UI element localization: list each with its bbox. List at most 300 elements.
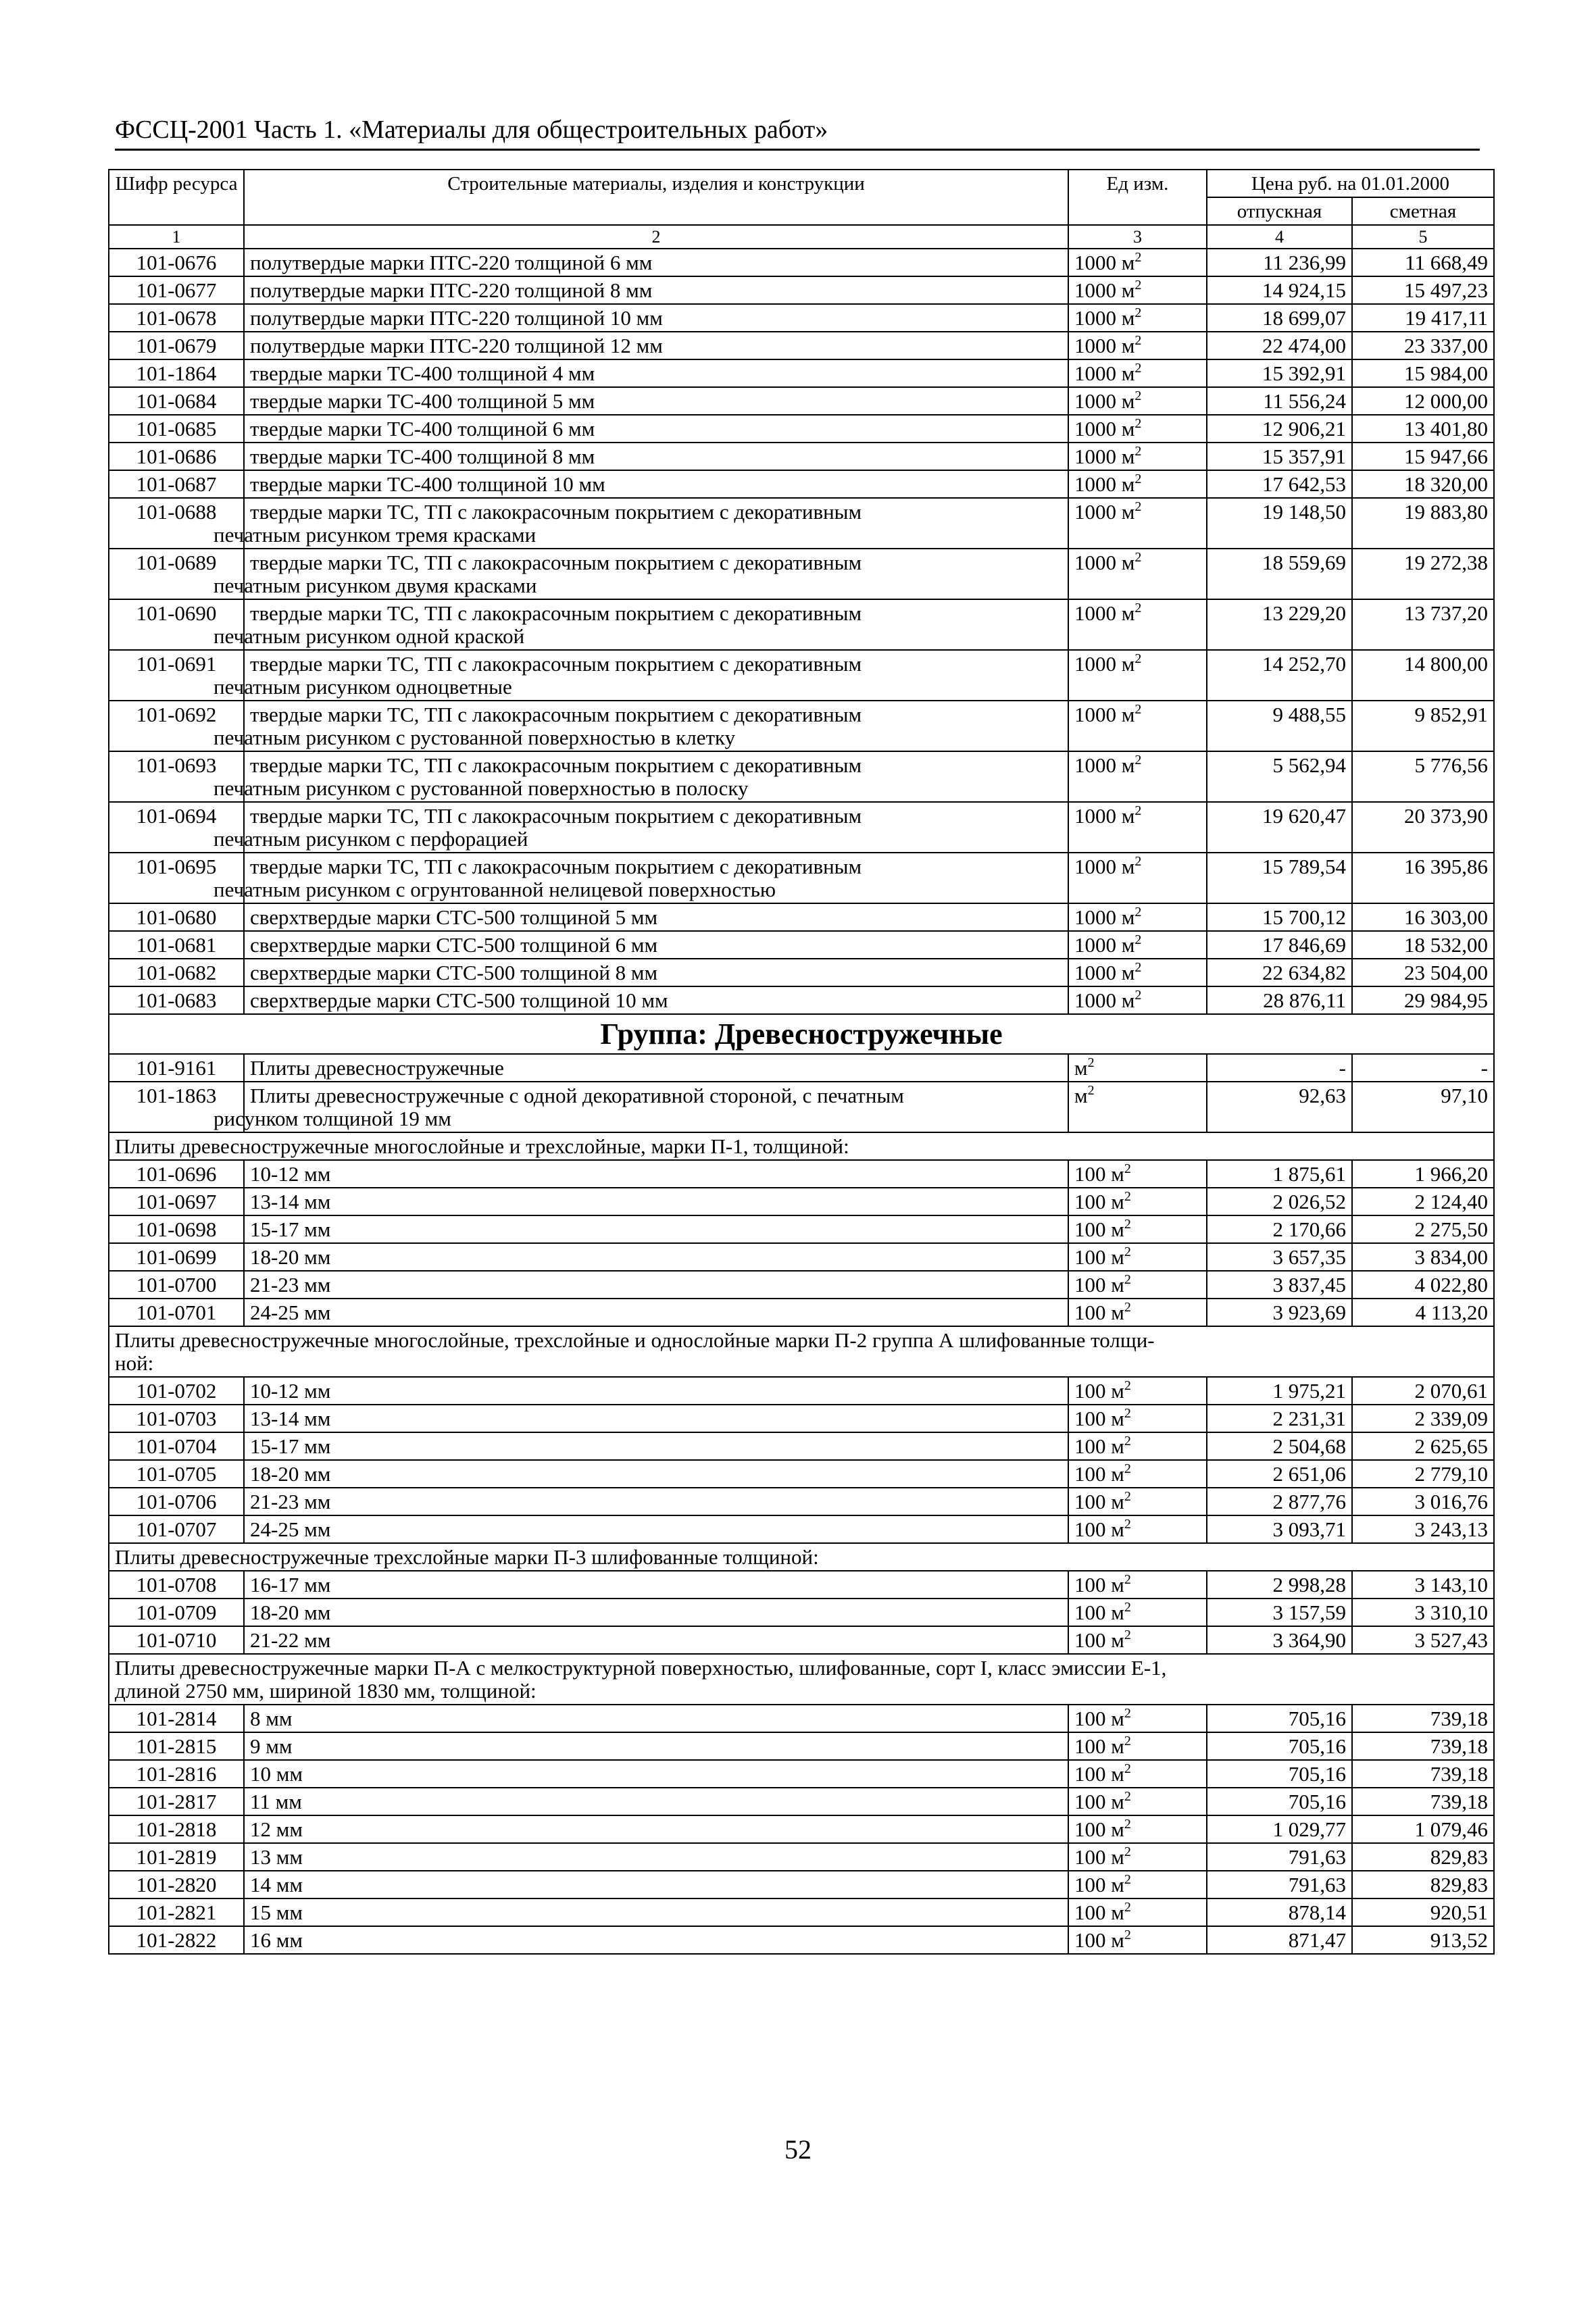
unit-superscript: 2	[1124, 1789, 1131, 1804]
release-price: 92,63	[1207, 1082, 1352, 1132]
unit-superscript: 2	[1134, 388, 1142, 403]
table-row	[109, 1871, 1494, 1898]
unit-superscript: 2	[1134, 250, 1142, 265]
resource-code: 101-2820	[109, 1871, 244, 1898]
header-price: Цена руб. на 01.01.2000	[1207, 170, 1494, 197]
item-name-line: твердые марки ТС, ТП с лакокрасочным покрытием с декоративным	[250, 855, 862, 878]
estimate-price: 29 984,95	[1352, 986, 1494, 1014]
unit: 100 м	[1074, 1734, 1124, 1758]
unit: м	[1074, 1084, 1088, 1107]
estimate-price: 15 497,23	[1352, 276, 1494, 304]
release-price: 1 875,61	[1207, 1160, 1352, 1188]
unit-superscript: 2	[1134, 651, 1142, 666]
item-name-line: твердые марки ТС-400 толщиной 10 мм	[250, 472, 605, 496]
resource-code: 101-0677	[109, 276, 244, 304]
unit: 1000 м	[1074, 445, 1135, 468]
table-row	[109, 1626, 1494, 1654]
resource-code: 101-0687	[109, 470, 244, 498]
item-name	[214, 751, 1068, 802]
estimate-price: 3 527,43	[1352, 1626, 1494, 1654]
group-title	[109, 1014, 1494, 1054]
unit-superscript: 2	[1124, 1161, 1131, 1176]
unit-cell	[1068, 1760, 1207, 1788]
unit: 100 м	[1074, 1790, 1124, 1813]
resource-code: 101-2822	[109, 1926, 244, 1954]
unit-cell	[1068, 1843, 1207, 1871]
item-name-line: Плиты древесностружечные	[250, 1056, 504, 1080]
unit: 100 м	[1074, 1573, 1124, 1596]
item-name-line: полутвердые марки ПТС-220 толщиной 6 мм	[250, 251, 653, 274]
unit: 100 м	[1074, 1845, 1124, 1869]
item-name-line: печатным рисунком с рустованной поверхностью в полоску	[214, 776, 749, 800]
section-title-text: ной:	[115, 1351, 154, 1375]
unit: 1000 м	[1074, 933, 1135, 957]
unit: 1000 м	[1074, 361, 1135, 385]
section-title-text: Плиты древесностружечные трехслойные марки П-3 шлифованные толщиной:	[115, 1545, 819, 1569]
release-price: 2 998,28	[1207, 1571, 1352, 1599]
unit-cell	[1068, 802, 1207, 853]
unit: 100 м	[1074, 1245, 1124, 1269]
resource-code: 101-2814	[109, 1705, 244, 1732]
estimate-price: 12 000,00	[1352, 387, 1494, 415]
item-name	[244, 959, 1068, 986]
estimate-price: 2 339,09	[1352, 1405, 1494, 1432]
item-name-line: 15 мм	[250, 1901, 303, 1924]
table-row	[109, 1843, 1494, 1871]
unit-superscript: 2	[1134, 753, 1142, 768]
estimate-price: 2 124,40	[1352, 1188, 1494, 1215]
item-name	[214, 802, 1068, 853]
unit-superscript: 2	[1124, 1844, 1131, 1859]
unit: 1000 м	[1074, 804, 1135, 828]
estimate-price: 15 984,00	[1352, 359, 1494, 387]
table-row	[109, 1160, 1494, 1188]
unit: 100 м	[1074, 1928, 1124, 1952]
item-name-line: 24-25 мм	[250, 1517, 331, 1541]
item-name-line: полутвердые марки ПТС-220 толщиной 12 мм	[250, 334, 663, 357]
item-name-line: 10 мм	[250, 1762, 303, 1786]
estimate-price: 4 022,80	[1352, 1271, 1494, 1299]
item-name-line: твердые марки ТС-400 толщиной 4 мм	[250, 361, 595, 385]
release-price: 17 642,53	[1207, 470, 1352, 498]
section-title-text: длиной 2750 мм, шириной 1830 мм, толщиной:	[115, 1679, 537, 1703]
release-price: 1 029,77	[1207, 1815, 1352, 1843]
table-row	[109, 443, 1494, 470]
estimate-price: 5 776,56	[1352, 751, 1494, 802]
item-name	[244, 1377, 1068, 1405]
release-price: 705,16	[1207, 1760, 1352, 1788]
item-name	[244, 1871, 1068, 1898]
unit-superscript: 2	[1124, 1244, 1131, 1259]
table-row	[109, 498, 1494, 549]
release-price: -	[1207, 1054, 1352, 1082]
page-number: 52	[784, 2134, 812, 2165]
unit: 1000 м	[1074, 306, 1135, 330]
release-price: 3 157,59	[1207, 1599, 1352, 1626]
item-name-line: 13-14 мм	[250, 1190, 331, 1213]
resource-code: 101-0706	[109, 1488, 244, 1515]
unit-cell	[1068, 1160, 1207, 1188]
item-name	[244, 1405, 1068, 1432]
item-name	[244, 1732, 1068, 1760]
unit-cell	[1068, 1215, 1207, 1243]
item-name-line: 18-20 мм	[250, 1245, 331, 1269]
item-name	[244, 1160, 1068, 1188]
section-title	[109, 1543, 1494, 1571]
unit-cell	[1068, 415, 1207, 443]
unit-superscript: 2	[1134, 472, 1142, 486]
estimate-price: 739,18	[1352, 1788, 1494, 1815]
unit-superscript: 2	[1124, 1628, 1131, 1642]
unit-superscript: 2	[1124, 1300, 1131, 1315]
unit-superscript: 2	[1124, 1734, 1131, 1749]
item-name-line: сверхтвердые марки СТС-500 толщиной 5 мм	[250, 905, 658, 929]
unit: 1000 м	[1074, 389, 1135, 413]
release-price: 11 556,24	[1207, 387, 1352, 415]
estimate-price: 11 668,49	[1352, 249, 1494, 276]
resource-code: 101-1863	[109, 1082, 244, 1132]
table-row	[109, 959, 1494, 986]
unit-superscript: 2	[1124, 1817, 1131, 1832]
column-number: 5	[1352, 225, 1494, 249]
estimate-price: 3 143,10	[1352, 1571, 1494, 1599]
release-price: 3 364,90	[1207, 1626, 1352, 1654]
release-price: 705,16	[1207, 1732, 1352, 1760]
release-price: 2 504,68	[1207, 1432, 1352, 1460]
item-name-line: 13 мм	[250, 1845, 303, 1869]
item-name	[244, 1926, 1068, 1954]
resource-code: 101-0688	[109, 498, 244, 549]
unit-superscript: 2	[1124, 1706, 1131, 1721]
unit-cell	[1068, 1732, 1207, 1760]
unit-superscript: 2	[1134, 333, 1142, 348]
unit-superscript: 2	[1087, 1083, 1095, 1098]
item-name-line: 13-14 мм	[250, 1407, 331, 1430]
item-name	[244, 1243, 1068, 1271]
unit: 100 м	[1074, 1407, 1124, 1430]
unit-cell	[1068, 1188, 1207, 1215]
table-row	[109, 701, 1494, 751]
unit: 1000 м	[1074, 500, 1135, 524]
section-title-text: Плиты древесностружечные многослойные и трехслойные, марки П-1, толщиной:	[115, 1134, 849, 1158]
section-title-text: Плиты древесностружечные многослойные, трехслойные и однослойные марки П-2 группа А шлифованные толщи-	[115, 1328, 1155, 1352]
unit-cell	[1068, 1432, 1207, 1460]
resource-code: 101-0709	[109, 1599, 244, 1626]
release-price: 15 392,91	[1207, 359, 1352, 387]
unit-cell	[1068, 1926, 1207, 1954]
table-row	[109, 650, 1494, 701]
unit: 100 м	[1074, 1762, 1124, 1786]
release-price: 18 699,07	[1207, 304, 1352, 332]
estimate-price: 829,83	[1352, 1871, 1494, 1898]
item-name-line: сверхтвердые марки СТС-500 толщиной 8 мм	[250, 961, 658, 984]
resource-code: 101-0703	[109, 1405, 244, 1432]
resource-code: 101-0686	[109, 443, 244, 470]
item-name-line: Плиты древесностружечные с одной декоративной стороной, с печатным	[250, 1084, 904, 1107]
resource-code: 101-0678	[109, 304, 244, 332]
resource-code: 101-0698	[109, 1215, 244, 1243]
item-name-line: 21-23 мм	[250, 1273, 331, 1297]
estimate-price: 3 310,10	[1352, 1599, 1494, 1626]
table-row	[109, 931, 1494, 959]
unit: 1000 м	[1074, 334, 1135, 357]
item-name-line: сверхтвердые марки СТС-500 толщиной 10 мм	[250, 988, 668, 1012]
unit: 1000 м	[1074, 988, 1135, 1012]
estimate-price: 2 070,61	[1352, 1377, 1494, 1405]
estimate-price: 15 947,66	[1352, 443, 1494, 470]
item-name-line: твердые марки ТС, ТП с лакокрасочным покрытием с декоративным	[250, 753, 862, 777]
unit-cell	[1068, 1299, 1207, 1326]
unit: 100 м	[1074, 1273, 1124, 1297]
estimate-price: 19 417,11	[1352, 304, 1494, 332]
table-row	[109, 304, 1494, 332]
group-title-row	[109, 1014, 1494, 1054]
unit: 100 м	[1074, 1190, 1124, 1213]
item-name-line: твердые марки ТС, ТП с лакокрасочным покрытием с декоративным	[250, 500, 862, 524]
item-name-line: твердые марки ТС, ТП с лакокрасочным покрытием с декоративным	[250, 601, 862, 625]
estimate-price: 1 966,20	[1352, 1160, 1494, 1188]
resource-code: 101-0696	[109, 1160, 244, 1188]
unit-cell	[1068, 931, 1207, 959]
item-name-line: твердые марки ТС, ТП с лакокрасочным покрытием с декоративным	[250, 652, 862, 676]
release-price: 2 231,31	[1207, 1405, 1352, 1432]
release-price: 3 837,45	[1207, 1271, 1352, 1299]
unit-superscript: 2	[1134, 960, 1142, 975]
section-title-row	[109, 1132, 1494, 1160]
item-name	[244, 1188, 1068, 1215]
unit-superscript: 2	[1134, 988, 1142, 1003]
item-name	[244, 387, 1068, 415]
resource-code: 101-0710	[109, 1626, 244, 1654]
item-name-line: твердые марки ТС, ТП с лакокрасочным покрытием с декоративным	[250, 551, 862, 574]
release-price: 28 876,11	[1207, 986, 1352, 1014]
table-row	[109, 1460, 1494, 1488]
unit-superscript: 2	[1124, 1461, 1131, 1476]
release-price: 14 924,15	[1207, 276, 1352, 304]
estimate-price: 1 079,46	[1352, 1815, 1494, 1843]
item-name-line: печатным рисунком тремя красками	[214, 523, 537, 547]
item-name-line: 24-25 мм	[250, 1301, 331, 1324]
item-name	[244, 470, 1068, 498]
section-title	[109, 1132, 1494, 1160]
unit-cell	[1068, 549, 1207, 599]
unit-superscript: 2	[1134, 444, 1142, 459]
table-row	[109, 802, 1494, 853]
table-row	[109, 1405, 1494, 1432]
unit-cell	[1068, 1599, 1207, 1626]
resource-code: 101-0679	[109, 332, 244, 359]
column-number: 3	[1068, 225, 1207, 249]
item-name	[214, 1082, 1068, 1132]
unit-cell	[1068, 1788, 1207, 1815]
estimate-price: 18 320,00	[1352, 470, 1494, 498]
table-row	[109, 1271, 1494, 1299]
estimate-price: 3 243,13	[1352, 1515, 1494, 1543]
unit-superscript: 2	[1124, 1217, 1131, 1232]
unit-superscript: 2	[1087, 1055, 1095, 1070]
resource-code: 101-0700	[109, 1271, 244, 1299]
unit-cell	[1068, 443, 1207, 470]
table-row	[109, 276, 1494, 304]
unit-cell	[1068, 276, 1207, 304]
unit: 100 м	[1074, 1301, 1124, 1324]
unit: 1000 м	[1074, 278, 1135, 302]
unit-cell	[1068, 1054, 1207, 1082]
table-row	[109, 1732, 1494, 1760]
resource-code: 101-0690	[109, 599, 244, 650]
item-name-line: печатным рисунком двумя красками	[214, 574, 537, 597]
unit-cell	[1068, 1898, 1207, 1926]
item-name	[244, 1599, 1068, 1626]
header-release-price: отпускная	[1207, 197, 1352, 225]
release-price: 791,63	[1207, 1843, 1352, 1871]
estimate-price: 920,51	[1352, 1898, 1494, 1926]
unit-superscript: 2	[1134, 278, 1142, 293]
unit-cell	[1068, 1515, 1207, 1543]
item-name-line: печатным рисунком с рустованной поверхностью в клетку	[214, 726, 736, 749]
unit: 100 м	[1074, 1379, 1124, 1403]
resource-code: 101-0683	[109, 986, 244, 1014]
column-number: 4	[1207, 225, 1352, 249]
release-price: 15 357,91	[1207, 443, 1352, 470]
item-name	[244, 415, 1068, 443]
unit-superscript: 2	[1124, 1928, 1131, 1942]
resource-code: 101-0708	[109, 1571, 244, 1599]
table-row	[109, 853, 1494, 903]
estimate-price: 4 113,20	[1352, 1299, 1494, 1326]
table-row	[109, 387, 1494, 415]
table-row	[109, 599, 1494, 650]
item-name	[244, 1760, 1068, 1788]
unit: 100 м	[1074, 1601, 1124, 1624]
table-row	[109, 1599, 1494, 1626]
unit: 1000 м	[1074, 417, 1135, 441]
release-price: 2 026,52	[1207, 1188, 1352, 1215]
unit-superscript: 2	[1124, 1872, 1131, 1887]
item-name	[244, 986, 1068, 1014]
item-name	[244, 1488, 1068, 1515]
unit: 1000 м	[1074, 551, 1135, 574]
resource-code: 101-1864	[109, 359, 244, 387]
item-name	[244, 1626, 1068, 1654]
table-row	[109, 249, 1494, 276]
release-price: 22 634,82	[1207, 959, 1352, 986]
resource-code: 101-2816	[109, 1760, 244, 1788]
estimate-price: 2 275,50	[1352, 1215, 1494, 1243]
unit: 1000 м	[1074, 601, 1135, 625]
resource-code: 101-0707	[109, 1515, 244, 1543]
release-price: 15 700,12	[1207, 903, 1352, 931]
release-price: 11 236,99	[1207, 249, 1352, 276]
unit-superscript: 2	[1134, 803, 1142, 818]
estimate-price: 23 337,00	[1352, 332, 1494, 359]
resource-code: 101-0682	[109, 959, 244, 986]
resource-code: 101-0697	[109, 1188, 244, 1215]
unit-superscript: 2	[1124, 1600, 1131, 1615]
release-price: 19 148,50	[1207, 498, 1352, 549]
page-header: ФССЦ-2001 Часть 1. «Материалы для общестроительных работ»	[115, 114, 1480, 151]
unit: 100 м	[1074, 1901, 1124, 1924]
estimate-price: 13 737,20	[1352, 599, 1494, 650]
estimate-price: 913,52	[1352, 1926, 1494, 1954]
estimate-price: 20 373,90	[1352, 802, 1494, 853]
estimate-price: 13 401,80	[1352, 415, 1494, 443]
unit-cell	[1068, 903, 1207, 931]
unit: 100 м	[1074, 1817, 1124, 1841]
item-name-line: печатным рисунком одной краской	[214, 624, 525, 648]
release-price: 2 651,06	[1207, 1460, 1352, 1488]
unit-cell	[1068, 1871, 1207, 1898]
estimate-price: 9 852,91	[1352, 701, 1494, 751]
estimate-price: 23 504,00	[1352, 959, 1494, 986]
release-price: 2 170,66	[1207, 1215, 1352, 1243]
section-title-text: Плиты древесностружечные марки П-А с мелкоструктурной поверхностью, шлифованные, сорт I, класс эмиссии Е-1,	[115, 1656, 1167, 1680]
item-name	[214, 549, 1068, 599]
header-name: Строительные материалы, изделия и конструкции	[244, 170, 1068, 225]
table-row	[109, 1788, 1494, 1815]
resource-code: 101-2821	[109, 1898, 244, 1926]
item-name	[244, 903, 1068, 931]
item-name	[244, 359, 1068, 387]
table-row	[109, 470, 1494, 498]
unit-superscript: 2	[1134, 550, 1142, 565]
item-name-line: 10-12 мм	[250, 1379, 331, 1403]
resource-code: 101-2819	[109, 1843, 244, 1871]
table-row	[109, 1432, 1494, 1460]
unit: 1000 м	[1074, 855, 1135, 878]
unit: 100 м	[1074, 1628, 1124, 1652]
unit-cell	[1068, 332, 1207, 359]
resource-code: 101-0685	[109, 415, 244, 443]
table-row	[109, 549, 1494, 599]
unit: 100 м	[1074, 1217, 1124, 1241]
table-row	[109, 1760, 1494, 1788]
estimate-price: 19 272,38	[1352, 549, 1494, 599]
table-row	[109, 986, 1494, 1014]
unit-cell	[1068, 387, 1207, 415]
group-title-text: Группа: Древесностружечные	[600, 1017, 1003, 1051]
release-price: 791,63	[1207, 1871, 1352, 1898]
unit: 100 м	[1074, 1707, 1124, 1730]
unit-cell	[1068, 751, 1207, 802]
item-name	[214, 650, 1068, 701]
unit: м	[1074, 1056, 1088, 1080]
unit-superscript: 2	[1124, 1434, 1131, 1449]
item-name-line: печатным рисунком с перфорацией	[214, 827, 528, 851]
table-row	[109, 1188, 1494, 1215]
unit-superscript: 2	[1134, 305, 1142, 320]
table-row	[109, 359, 1494, 387]
estimate-price: 16 395,86	[1352, 853, 1494, 903]
resource-code: 101-0676	[109, 249, 244, 276]
unit-superscript: 2	[1134, 361, 1142, 376]
item-name	[214, 853, 1068, 903]
unit-superscript: 2	[1124, 1189, 1131, 1204]
unit-cell	[1068, 359, 1207, 387]
table-row	[109, 1515, 1494, 1543]
item-name-line: 14 мм	[250, 1873, 303, 1896]
unit-cell	[1068, 249, 1207, 276]
estimate-price: 97,10	[1352, 1082, 1494, 1132]
estimate-price: -	[1352, 1054, 1494, 1082]
table-row	[109, 1054, 1494, 1082]
release-price: 871,47	[1207, 1926, 1352, 1954]
release-price: 19 620,47	[1207, 802, 1352, 853]
unit-superscript: 2	[1124, 1761, 1131, 1776]
release-price: 5 562,94	[1207, 751, 1352, 802]
resource-code: 101-0684	[109, 387, 244, 415]
item-name	[244, 1815, 1068, 1843]
